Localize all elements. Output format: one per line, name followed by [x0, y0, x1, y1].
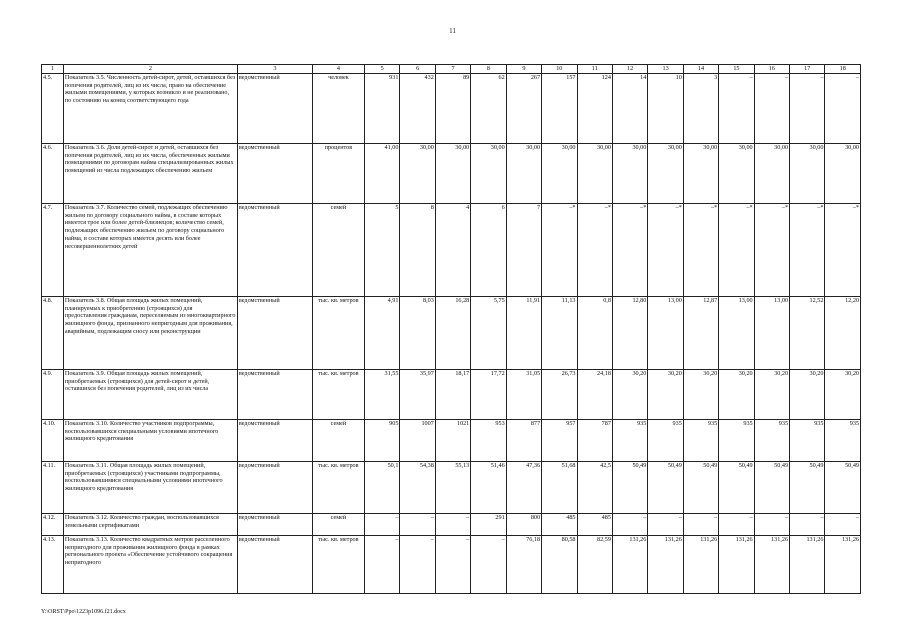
value-cell: 905	[364, 420, 399, 462]
indicator-name: Показатель 3.5. Численность детей-сирот, детей, оставшихся без попечения родителей, лиц из их числа, право на обеспечение жилыми помещениями, у которых возникло и не реализовано, по состоянию на конец соответствующего года	[63, 74, 237, 144]
table-row	[42, 297, 861, 370]
value-cell: 30,00	[542, 144, 577, 204]
value-cell: 12,80	[612, 297, 647, 370]
value-cell: –	[790, 74, 825, 144]
value-cell: 30,00	[400, 144, 435, 204]
value-cell: 18,17	[435, 370, 470, 420]
value-cell: 935	[648, 420, 683, 462]
value-cell: 30,00	[683, 144, 718, 204]
value-cell: 24,18	[577, 370, 612, 420]
value-cell: 30,20	[648, 370, 683, 420]
value-cell: 30,00	[790, 144, 825, 204]
value-cell: 30,20	[683, 370, 718, 420]
indicator-name: Показатель 3.9. Общая площадь жилых помещений, приобретаемых (строящихся) для детей-сирот и детей, оставшихся без попечения родителей, лиц из их числа	[63, 370, 237, 420]
value-cell: 11,13	[542, 297, 577, 370]
value-cell: 50,49	[754, 462, 789, 514]
value-cell: 5,75	[471, 297, 506, 370]
value-cell: 291	[471, 514, 506, 536]
value-cell: 267	[506, 74, 541, 144]
value-cell: 935	[790, 420, 825, 462]
column-header: 12	[612, 65, 647, 74]
value-cell: 76,18	[506, 536, 541, 594]
column-header: 2	[63, 65, 237, 74]
row-number: 4.9.	[42, 370, 64, 420]
value-cell: 30,00	[471, 144, 506, 204]
value-cell: –	[719, 74, 754, 144]
value-cell: 16,28	[435, 297, 470, 370]
indicator-name: Показатель 3.6. Доля детей-сирот и детей, оставшихся без попечения родителей, лиц из их числа, обеспеченных жилыми помещениями по договорам найма специализированных жилых помещений из числа подлежащих обеспечению жильем	[63, 144, 237, 204]
table-row	[42, 144, 861, 204]
value-cell: 55,13	[435, 462, 470, 514]
value-cell: 82,59	[577, 536, 612, 594]
value-cell: 935	[612, 420, 647, 462]
table-row	[42, 370, 861, 420]
unit: тыс. кв. метров	[312, 297, 364, 370]
value-cell: –	[400, 536, 435, 594]
value-cell: 50,49	[790, 462, 825, 514]
value-cell: 31,55	[364, 370, 399, 420]
row-number: 4.7.	[42, 204, 64, 297]
value-cell: 30,20	[754, 370, 789, 420]
value-cell: 42,5	[577, 462, 612, 514]
value-cell: 485	[542, 514, 577, 536]
value-cell: –*	[648, 204, 683, 297]
value-cell: 30,00	[612, 144, 647, 204]
value-cell: 89	[435, 74, 470, 144]
data-source: ведомственный	[237, 420, 312, 462]
value-cell: –*	[577, 204, 612, 297]
data-source: ведомственный	[237, 297, 312, 370]
file-path-footer: Y:\ORST\Ppo\1223p1096.f21.docx	[41, 609, 126, 615]
value-cell: 50,49	[825, 462, 861, 514]
data-source: ведомственный	[237, 536, 312, 594]
value-cell: –	[825, 74, 861, 144]
value-cell: 30,20	[790, 370, 825, 420]
value-cell: 935	[683, 420, 718, 462]
value-cell: 131,26	[790, 536, 825, 594]
column-header: 10	[542, 65, 577, 74]
value-cell: 62	[471, 74, 506, 144]
value-cell: 124	[577, 74, 612, 144]
value-cell: –*	[719, 204, 754, 297]
column-header: 7	[435, 65, 470, 74]
row-number: 4.13.	[42, 536, 64, 594]
value-cell: –	[790, 514, 825, 536]
column-header: 5	[364, 65, 399, 74]
table-row	[42, 204, 861, 297]
value-cell: 30,00	[754, 144, 789, 204]
value-cell: –	[825, 514, 861, 536]
table-row	[42, 462, 861, 514]
value-cell: 131,26	[648, 536, 683, 594]
value-cell: –	[754, 74, 789, 144]
value-cell: 432	[400, 74, 435, 144]
table-row	[42, 74, 861, 144]
value-cell: 0,8	[577, 297, 612, 370]
value-cell: –*	[542, 204, 577, 297]
value-cell: 12,52	[790, 297, 825, 370]
value-cell: –	[612, 514, 647, 536]
value-cell: 957	[542, 420, 577, 462]
value-cell: 131,26	[825, 536, 861, 594]
column-header: 14	[683, 65, 718, 74]
value-cell: 131,26	[719, 536, 754, 594]
value-cell: 8	[400, 204, 435, 297]
column-header: 6	[400, 65, 435, 74]
value-cell: 30,00	[435, 144, 470, 204]
value-cell: 30,00	[719, 144, 754, 204]
value-cell: 787	[577, 420, 612, 462]
unit: семей	[312, 514, 364, 536]
value-cell: 4,91	[364, 297, 399, 370]
value-cell: 13,00	[719, 297, 754, 370]
data-source: ведомственный	[237, 514, 312, 536]
column-header: 13	[648, 65, 683, 74]
indicators-table	[41, 64, 861, 594]
unit: семей	[312, 204, 364, 297]
indicator-name: Показатель 3.12. Количество граждан, воспользовавшихся земельными сертификатами	[63, 514, 237, 536]
row-number: 4.12.	[42, 514, 64, 536]
table-row	[42, 420, 861, 462]
unit: процентов	[312, 144, 364, 204]
indicator-name: Показатель 3.13. Количество квадратных метров расселенного непригодного для проживания жилищного фонда в рамках регионального проекта «Обеспечение устойчивого сокращения непригодного	[63, 536, 237, 594]
value-cell: –*	[754, 204, 789, 297]
value-cell: 80,58	[542, 536, 577, 594]
value-cell: 30,00	[825, 144, 861, 204]
unit: тыс. кв. метров	[312, 370, 364, 420]
value-cell: 931	[364, 74, 399, 144]
column-header: 16	[754, 65, 789, 74]
value-cell: 50,49	[683, 462, 718, 514]
value-cell: –*	[612, 204, 647, 297]
row-number: 4.10.	[42, 420, 64, 462]
column-header: 4	[312, 65, 364, 74]
value-cell: 50,1	[364, 462, 399, 514]
column-header: 18	[825, 65, 861, 74]
column-header: 9	[506, 65, 541, 74]
indicator-name: Показатель 3.10. Количество участников подпрограммы, воспользовавшихся специальными условиями ипотечного жилищного кредитования	[63, 420, 237, 462]
indicator-name: Показатель 3.11. Общая площадь жилых помещений, приобретаемых (строящихся) участниками подпрограммы, воспользовавшимися специальными условиями ипотечного жилищного кредитования	[63, 462, 237, 514]
value-cell: 953	[471, 420, 506, 462]
unit: человек	[312, 74, 364, 144]
value-cell: 30,20	[719, 370, 754, 420]
value-cell: 131,26	[612, 536, 647, 594]
value-cell: –	[471, 536, 506, 594]
column-header: 17	[790, 65, 825, 74]
value-cell: 935	[825, 420, 861, 462]
value-cell: 935	[719, 420, 754, 462]
value-cell: 51,68	[542, 462, 577, 514]
row-number: 4.8.	[42, 297, 64, 370]
value-cell: 50,49	[612, 462, 647, 514]
data-source: ведомственный	[237, 462, 312, 514]
data-source: ведомственный	[237, 204, 312, 297]
value-cell: 30,20	[825, 370, 861, 420]
unit: тыс. кв. метров	[312, 462, 364, 514]
value-cell: –	[648, 514, 683, 536]
value-cell: 14	[612, 74, 647, 144]
value-cell: –	[435, 514, 470, 536]
column-header: 3	[237, 65, 312, 74]
value-cell: 3	[683, 74, 718, 144]
value-cell: 54,38	[400, 462, 435, 514]
data-source: ведомственный	[237, 144, 312, 204]
data-source: ведомственный	[237, 74, 312, 144]
value-cell: 1007	[400, 420, 435, 462]
value-cell: 877	[506, 420, 541, 462]
value-cell: 7	[506, 204, 541, 297]
value-cell: –	[719, 514, 754, 536]
value-cell: 30,00	[577, 144, 612, 204]
unit: тыс. кв. метров	[312, 536, 364, 594]
indicator-name: Показатель 3.7. Количество семей, подлежащих обеспечению жильем по договору социального найма, в составе которых имеется трое или более детей-близнецов; количество семей, подлежащих обеспечению жильем по договору социального найма, в составе которых имеется десять или более несовершеннолетних детей	[63, 204, 237, 297]
row-number: 4.11.	[42, 462, 64, 514]
row-number: 4.5.	[42, 74, 64, 144]
value-cell: 10	[648, 74, 683, 144]
header-row	[42, 65, 861, 74]
value-cell: 41,00	[364, 144, 399, 204]
value-cell: 30,00	[648, 144, 683, 204]
value-cell: 12,87	[683, 297, 718, 370]
value-cell: 17,72	[471, 370, 506, 420]
page-number: 11	[449, 27, 456, 35]
value-cell: 800	[506, 514, 541, 536]
value-cell: –	[754, 514, 789, 536]
value-cell: 131,26	[754, 536, 789, 594]
value-cell: 131,26	[683, 536, 718, 594]
value-cell: 12,20	[825, 297, 861, 370]
value-cell: –	[435, 536, 470, 594]
value-cell: 1021	[435, 420, 470, 462]
value-cell: –	[364, 536, 399, 594]
value-cell: 935	[754, 420, 789, 462]
value-cell: 6	[471, 204, 506, 297]
table-row	[42, 514, 861, 536]
value-cell: –*	[790, 204, 825, 297]
value-cell: –*	[825, 204, 861, 297]
row-number: 4.6.	[42, 144, 64, 204]
value-cell: 30,20	[612, 370, 647, 420]
value-cell: 47,36	[506, 462, 541, 514]
value-cell: –	[400, 514, 435, 536]
table-row	[42, 536, 861, 594]
column-header: 15	[719, 65, 754, 74]
value-cell: 50,49	[719, 462, 754, 514]
value-cell: 5	[364, 204, 399, 297]
value-cell: 13,00	[648, 297, 683, 370]
value-cell: –*	[683, 204, 718, 297]
value-cell: 157	[542, 74, 577, 144]
value-cell: 11,91	[506, 297, 541, 370]
value-cell: 8,03	[400, 297, 435, 370]
data-source: ведомственный	[237, 370, 312, 420]
column-header: 8	[471, 65, 506, 74]
value-cell: 35,97	[400, 370, 435, 420]
value-cell: 26,73	[542, 370, 577, 420]
value-cell: –	[683, 514, 718, 536]
value-cell: 485	[577, 514, 612, 536]
value-cell: 13,00	[754, 297, 789, 370]
value-cell: 50,49	[648, 462, 683, 514]
column-header: 1	[42, 65, 64, 74]
value-cell: 4	[435, 204, 470, 297]
column-header: 11	[577, 65, 612, 74]
value-cell: –	[364, 514, 399, 536]
value-cell: 30,00	[506, 144, 541, 204]
value-cell: 31,05	[506, 370, 541, 420]
unit: семей	[312, 420, 364, 462]
value-cell: 51,46	[471, 462, 506, 514]
indicator-name: Показатель 3.8. Общая площадь жилых помещений, планируемых к приобретению (строящихся) для предоставления гражданам, переселяемым из многоквартирного жилищного фонда, признанного непригодным для проживания, аварийным, подлежащим сносу или реконструкции	[63, 297, 237, 370]
